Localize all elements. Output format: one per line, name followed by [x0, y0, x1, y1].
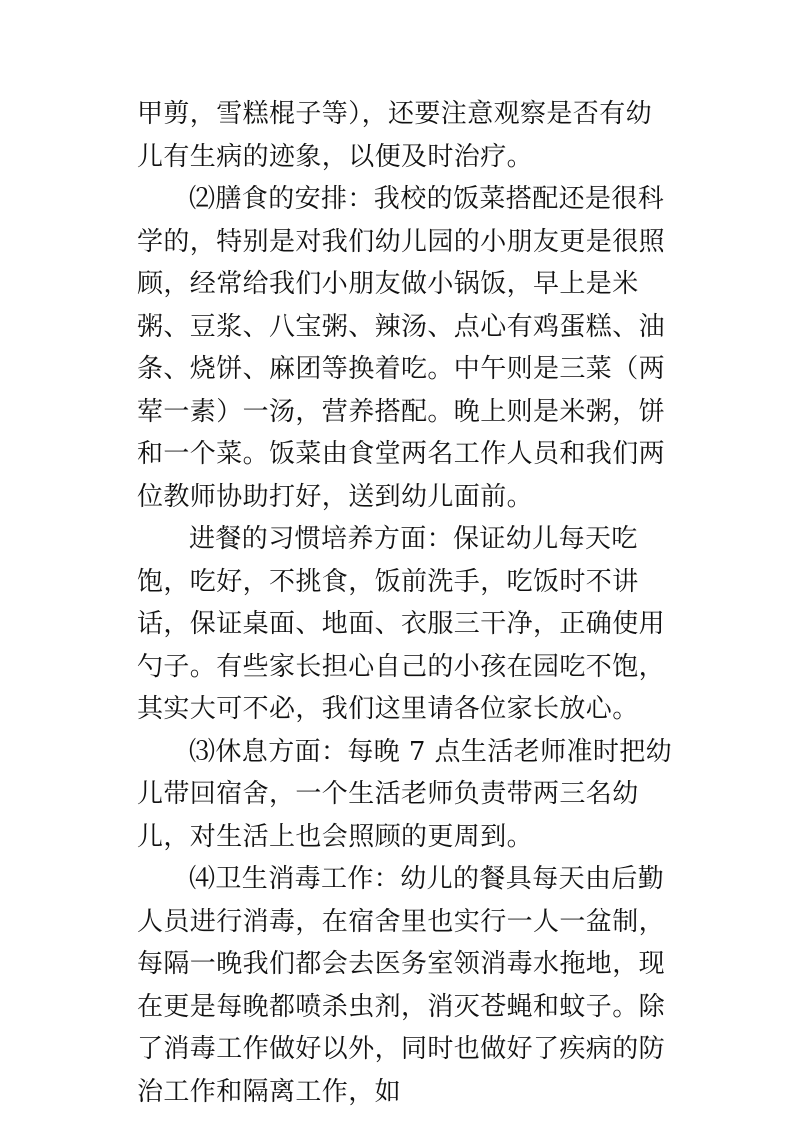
paragraph-rest: ⑶休息方面：每晚 7 点生活老师准时把幼儿带回宿舍，一个生活老师负责带两三名幼儿，对生活上也会照顾的更周到。: [137, 736, 673, 852]
paragraph-meal-arrangement: ⑵膳食的安排：我校的饭菜搭配还是很科学的，特别是对我们幼儿园的小朋友更是很照顾，经常给我们小朋友做小锅饭，早上是米粥、豆浆、八宝粥、辣汤、点心有鸡蛋糕、油条、烧饼、麻团等换着吃。中午则是三菜（两荤一素）一汤，营养搭配。晚上则是米粥，饼和一个菜。饭菜由食堂两名工作人员和我们两位教师协助打好，送到幼儿面前。: [137, 184, 666, 512]
paragraph-continued: 甲剪，雪糕棍子等），还要注意观察是否有幼儿有生病的迹象，以便及时治疗。: [137, 99, 653, 172]
paragraph-eating-habits: 进餐的习惯培养方面：保证幼儿每天吃饱，吃好，不挑食，饭前洗手，吃饭时不讲话，保证桌面、地面、衣服三干净，正确使用勺子。有些家长担心自己的小孩在园吃不饱，其实大可不必，我们这里请各位家长放心。: [137, 524, 666, 724]
body-text: [137, 93, 677, 1113]
paragraph-hygiene: ⑷卫生消毒工作：幼儿的餐具每天由后勤人员进行消毒，在宿舍里也实行一人一盆制，每隔一晚我们都会去医务室领消毒水拖地，现在更是每晚都喷杀虫剂，消灭苍蝇和蚊子。除了消毒工作做好以外，同时也做好了疾病的防治工作和隔离工作，如: [137, 864, 666, 1107]
